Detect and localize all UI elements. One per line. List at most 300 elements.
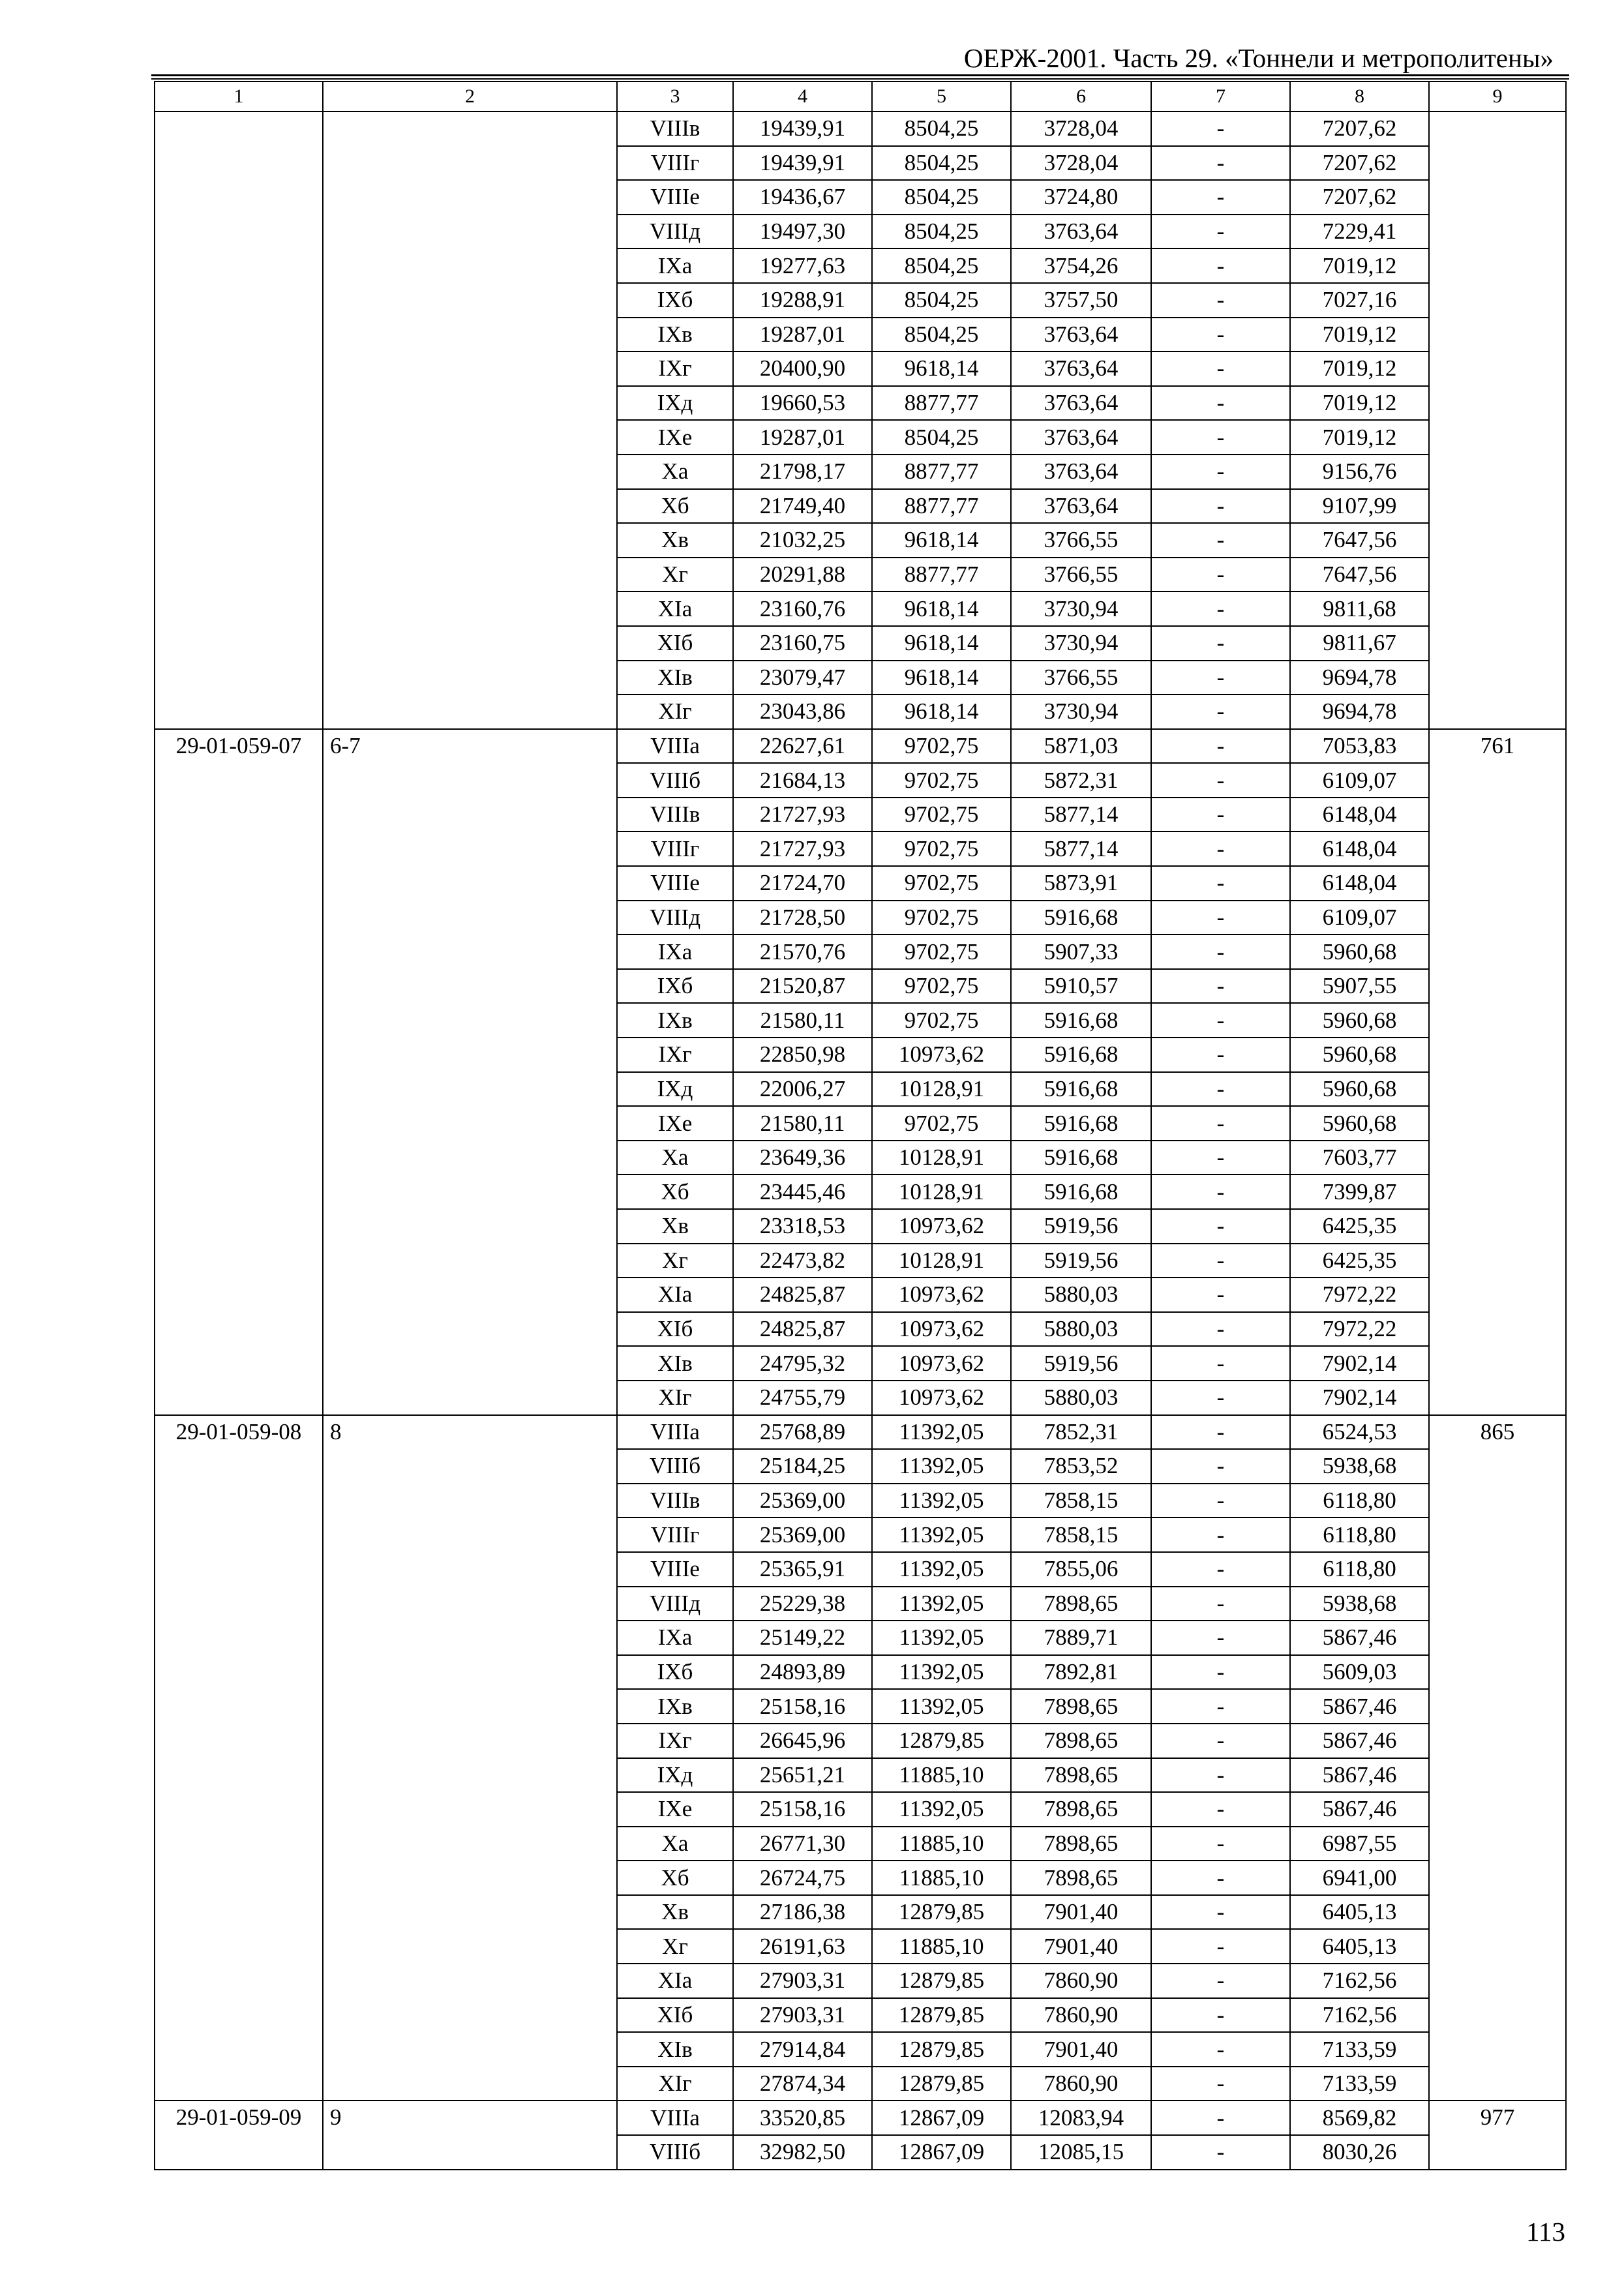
total-cost-cell: 19277,63 [733,248,872,283]
column-number: 9 [1429,82,1566,112]
materials-cell: 6405,13 [1290,1895,1429,1930]
driver-wages-cell: - [1151,1003,1290,1038]
description-cell [323,112,617,729]
rate-type-cell: XIа [617,591,733,626]
driver-wages-cell: - [1151,180,1290,215]
driver-wages-cell: - [1151,626,1290,661]
driver-wages-cell: - [1151,1038,1290,1072]
total-cost-cell: 24755,79 [733,1381,872,1415]
table-row [155,2101,1566,2135]
materials-cell: 7972,22 [1290,1278,1429,1312]
rate-type-cell: IXе [617,1106,733,1141]
wages-cell: 12867,09 [872,2101,1011,2135]
machine-cost-cell: 3730,94 [1011,626,1151,661]
wages-cell: 8504,25 [872,180,1011,215]
machine-cost-cell: 5880,03 [1011,1278,1151,1312]
machine-cost-cell: 5919,56 [1011,1209,1151,1244]
total-cost-cell: 19439,91 [733,112,872,146]
wages-cell: 9702,75 [872,935,1011,969]
driver-wages-cell: - [1151,1072,1290,1107]
rate-type-cell: Xг [617,558,733,592]
mass-cell: 977 [1429,2101,1566,2169]
machine-cost-cell: 7853,52 [1011,1449,1151,1484]
driver-wages-cell: - [1151,146,1290,181]
wages-cell: 9702,75 [872,729,1011,764]
rate-type-cell: VIIIв [617,112,733,146]
total-cost-cell: 23160,75 [733,626,872,661]
total-cost-cell: 25158,16 [733,1792,872,1827]
driver-wages-cell: - [1151,866,1290,901]
rate-type-cell: Xг [617,1244,733,1278]
driver-wages-cell: - [1151,1381,1290,1415]
rate-type-cell: IXг [617,1724,733,1758]
materials-cell: 9107,99 [1290,489,1429,524]
rate-type-cell: VIIIа [617,729,733,764]
total-cost-cell: 27186,38 [733,1895,872,1930]
wages-cell: 11392,05 [872,1449,1011,1484]
materials-cell: 6109,07 [1290,901,1429,935]
rate-type-cell: XIа [617,1964,733,1998]
driver-wages-cell: - [1151,1929,1290,1964]
machine-cost-cell: 7898,65 [1011,1827,1151,1861]
wages-cell: 9702,75 [872,798,1011,832]
wages-cell: 11885,10 [872,1861,1011,1895]
rate-type-cell: IXе [617,420,733,455]
machine-cost-cell: 3728,04 [1011,146,1151,181]
materials-cell: 7229,41 [1290,215,1429,249]
wages-cell: 8504,25 [872,146,1011,181]
driver-wages-cell: - [1151,1827,1290,1861]
total-cost-cell: 21727,93 [733,831,872,866]
rate-type-cell: IXе [617,1792,733,1827]
machine-cost-cell: 5916,68 [1011,1038,1151,1072]
rate-type-cell: IXд [617,386,733,421]
rate-type-cell: IXв [617,1689,733,1724]
machine-cost-cell: 7898,65 [1011,1758,1151,1793]
wages-cell: 8877,77 [872,558,1011,592]
total-cost-cell: 21580,11 [733,1003,872,1038]
wages-cell: 10128,91 [872,1244,1011,1278]
wages-cell: 12879,85 [872,1895,1011,1930]
machine-cost-cell: 7860,90 [1011,2067,1151,2101]
materials-cell: 6148,04 [1290,866,1429,901]
rate-type-cell: XIв [617,661,733,695]
table-row [155,112,1566,146]
rate-type-cell: VIIIд [617,215,733,249]
wages-cell: 11392,05 [872,1689,1011,1724]
wages-cell: 9618,14 [872,523,1011,558]
wages-cell: 12879,85 [872,1724,1011,1758]
wages-cell: 9618,14 [872,695,1011,729]
materials-cell: 7053,83 [1290,729,1429,764]
rate-type-cell: IXа [617,935,733,969]
wages-cell: 10973,62 [872,1278,1011,1312]
materials-cell: 7207,62 [1290,112,1429,146]
driver-wages-cell: - [1151,1655,1290,1690]
machine-cost-cell: 7901,40 [1011,2032,1151,2067]
rate-type-cell: IXа [617,248,733,283]
driver-wages-cell: - [1151,1792,1290,1827]
driver-wages-cell: - [1151,112,1290,146]
machine-cost-cell: 12083,94 [1011,2101,1151,2135]
rate-type-cell: Xб [617,1174,733,1209]
rate-type-cell: IXг [617,352,733,386]
header-rule-thin [151,78,1569,80]
wages-cell: 8504,25 [872,248,1011,283]
materials-cell: 6118,80 [1290,1518,1429,1552]
table-row [155,729,1566,764]
total-cost-cell: 27903,31 [733,1998,872,2033]
wages-cell: 11392,05 [872,1655,1011,1690]
driver-wages-cell: - [1151,248,1290,283]
materials-cell: 9811,67 [1290,626,1429,661]
driver-wages-cell: - [1151,1449,1290,1484]
total-cost-cell: 21798,17 [733,455,872,489]
materials-cell: 5960,68 [1290,1106,1429,1141]
wages-cell: 9618,14 [872,661,1011,695]
column-number-row [155,82,1566,112]
driver-wages-cell: - [1151,215,1290,249]
rate-code-cell [155,112,323,729]
machine-cost-cell: 3766,55 [1011,558,1151,592]
materials-cell: 5960,68 [1290,1003,1429,1038]
total-cost-cell: 24825,87 [733,1312,872,1347]
driver-wages-cell: - [1151,523,1290,558]
machine-cost-cell: 5919,56 [1011,1244,1151,1278]
rate-type-cell: Xв [617,1895,733,1930]
materials-cell: 9694,78 [1290,661,1429,695]
wages-cell: 11885,10 [872,1827,1011,1861]
wages-cell: 8504,25 [872,112,1011,146]
description-cell: 9 [323,2101,617,2169]
rate-type-cell: VIIIв [617,798,733,832]
driver-wages-cell: - [1151,1278,1290,1312]
machine-cost-cell: 3730,94 [1011,591,1151,626]
wages-cell: 12867,09 [872,2135,1011,2170]
materials-cell: 5907,55 [1290,969,1429,1004]
driver-wages-cell: - [1151,2067,1290,2101]
machine-cost-cell: 5916,68 [1011,1003,1151,1038]
rate-type-cell: XIв [617,1346,733,1381]
rate-type-cell: XIб [617,1312,733,1347]
total-cost-cell: 22850,98 [733,1038,872,1072]
wages-cell: 11392,05 [872,1518,1011,1552]
materials-cell: 7019,12 [1290,386,1429,421]
wages-cell: 11392,05 [872,1552,1011,1587]
materials-cell: 7902,14 [1290,1381,1429,1415]
machine-cost-cell: 3763,64 [1011,386,1151,421]
wages-cell: 11392,05 [872,1792,1011,1827]
wages-cell: 9702,75 [872,831,1011,866]
driver-wages-cell: - [1151,2101,1290,2135]
rate-type-cell: IXб [617,1655,733,1690]
materials-cell: 6941,00 [1290,1861,1429,1895]
materials-cell: 7019,12 [1290,248,1429,283]
rate-code-cell: 29-01-059-08 [155,1415,323,2101]
wages-cell: 10973,62 [872,1381,1011,1415]
machine-cost-cell: 7860,90 [1011,1998,1151,2033]
total-cost-cell: 23318,53 [733,1209,872,1244]
wages-cell: 12879,85 [872,1964,1011,1998]
machine-cost-cell: 7901,40 [1011,1895,1151,1930]
total-cost-cell: 26724,75 [733,1861,872,1895]
machine-cost-cell: 7889,71 [1011,1621,1151,1655]
materials-cell: 5938,68 [1290,1587,1429,1621]
driver-wages-cell: - [1151,1415,1290,1450]
driver-wages-cell: - [1151,729,1290,764]
total-cost-cell: 23649,36 [733,1141,872,1175]
wages-cell: 9702,75 [872,763,1011,798]
total-cost-cell: 19288,91 [733,283,872,318]
total-cost-cell: 27903,31 [733,1964,872,1998]
wages-cell: 8504,25 [872,318,1011,352]
materials-cell: 5938,68 [1290,1449,1429,1484]
wages-cell: 11392,05 [872,1621,1011,1655]
machine-cost-cell: 7898,65 [1011,1861,1151,1895]
machine-cost-cell: 5910,57 [1011,969,1151,1004]
wages-cell: 11392,05 [872,1587,1011,1621]
total-cost-cell: 19439,91 [733,146,872,181]
wages-cell: 9702,75 [872,969,1011,1004]
machine-cost-cell: 3754,26 [1011,248,1151,283]
driver-wages-cell: - [1151,1552,1290,1587]
mass-cell [1429,112,1566,729]
description-cell: 8 [323,1415,617,2101]
materials-cell: 7207,62 [1290,180,1429,215]
total-cost-cell: 21032,25 [733,523,872,558]
materials-cell: 6148,04 [1290,798,1429,832]
rate-type-cell: VIIIв [617,1484,733,1518]
machine-cost-cell: 3766,55 [1011,661,1151,695]
total-cost-cell: 24893,89 [733,1655,872,1690]
wages-cell: 10973,62 [872,1209,1011,1244]
column-number: 3 [617,82,733,112]
materials-cell: 6405,13 [1290,1929,1429,1964]
wages-cell: 9702,75 [872,1106,1011,1141]
machine-cost-cell: 3730,94 [1011,695,1151,729]
rate-type-cell: IXб [617,283,733,318]
materials-cell: 6148,04 [1290,831,1429,866]
materials-cell: 7162,56 [1290,1998,1429,2033]
total-cost-cell: 21520,87 [733,969,872,1004]
driver-wages-cell: - [1151,1518,1290,1552]
rate-type-cell: XIг [617,695,733,729]
machine-cost-cell: 3763,64 [1011,489,1151,524]
rate-type-cell: XIб [617,1998,733,2033]
rate-type-cell: Xа [617,1827,733,1861]
materials-cell: 7133,59 [1290,2067,1429,2101]
driver-wages-cell: - [1151,661,1290,695]
rate-type-cell: XIг [617,1381,733,1415]
driver-wages-cell: - [1151,1621,1290,1655]
mass-cell: 761 [1429,729,1566,1415]
rate-type-cell: Xв [617,523,733,558]
materials-cell: 7972,22 [1290,1312,1429,1347]
wages-cell: 9618,14 [872,352,1011,386]
rate-type-cell: Xа [617,455,733,489]
wages-cell: 8504,25 [872,215,1011,249]
wages-cell: 10973,62 [872,1346,1011,1381]
materials-cell: 6425,35 [1290,1244,1429,1278]
machine-cost-cell: 5877,14 [1011,831,1151,866]
rate-type-cell: Xа [617,1141,733,1175]
wages-cell: 8504,25 [872,283,1011,318]
machine-cost-cell: 3766,55 [1011,523,1151,558]
materials-cell: 7902,14 [1290,1346,1429,1381]
materials-cell: 6109,07 [1290,763,1429,798]
machine-cost-cell: 5880,03 [1011,1381,1151,1415]
wages-cell: 9618,14 [872,626,1011,661]
machine-cost-cell: 3763,64 [1011,352,1151,386]
rate-type-cell: VIIIб [617,1449,733,1484]
wages-cell: 9702,75 [872,1003,1011,1038]
machine-cost-cell: 7898,65 [1011,1792,1151,1827]
total-cost-cell: 19287,01 [733,318,872,352]
machine-cost-cell: 5873,91 [1011,866,1151,901]
materials-cell: 7603,77 [1290,1141,1429,1175]
wages-cell: 12879,85 [872,2067,1011,2101]
machine-cost-cell: 5916,68 [1011,1141,1151,1175]
wages-cell: 11392,05 [872,1415,1011,1450]
total-cost-cell: 19436,67 [733,180,872,215]
materials-cell: 6118,80 [1290,1552,1429,1587]
driver-wages-cell: - [1151,352,1290,386]
rate-type-cell: IXв [617,318,733,352]
rate-type-cell: VIIIа [617,1415,733,1450]
total-cost-cell: 19287,01 [733,420,872,455]
rate-type-cell: Xб [617,489,733,524]
driver-wages-cell: - [1151,1484,1290,1518]
materials-cell: 7647,56 [1290,523,1429,558]
driver-wages-cell: - [1151,386,1290,421]
total-cost-cell: 26191,63 [733,1929,872,1964]
materials-cell: 7207,62 [1290,146,1429,181]
machine-cost-cell: 7901,40 [1011,1929,1151,1964]
driver-wages-cell: - [1151,2135,1290,2170]
wages-cell: 11885,10 [872,1758,1011,1793]
driver-wages-cell: - [1151,1895,1290,1930]
total-cost-cell: 24825,87 [733,1278,872,1312]
total-cost-cell: 25149,22 [733,1621,872,1655]
wages-cell: 9618,14 [872,591,1011,626]
machine-cost-cell: 12085,15 [1011,2135,1151,2170]
driver-wages-cell: - [1151,1106,1290,1141]
materials-cell: 9694,78 [1290,695,1429,729]
rate-type-cell: IXд [617,1758,733,1793]
column-number: 1 [155,82,323,112]
total-cost-cell: 21570,76 [733,935,872,969]
total-cost-cell: 22006,27 [733,1072,872,1107]
materials-cell: 5609,03 [1290,1655,1429,1690]
machine-cost-cell: 3763,64 [1011,420,1151,455]
driver-wages-cell: - [1151,1141,1290,1175]
materials-cell: 5960,68 [1290,935,1429,969]
total-cost-cell: 23160,76 [733,591,872,626]
total-cost-cell: 21724,70 [733,866,872,901]
rate-type-cell: VIIIб [617,2135,733,2170]
column-number: 5 [872,82,1011,112]
total-cost-cell: 27914,84 [733,2032,872,2067]
total-cost-cell: 23043,86 [733,695,872,729]
driver-wages-cell: - [1151,318,1290,352]
driver-wages-cell: - [1151,1587,1290,1621]
machine-cost-cell: 7898,65 [1011,1689,1151,1724]
machine-cost-cell: 7892,81 [1011,1655,1151,1690]
driver-wages-cell: - [1151,1689,1290,1724]
machine-cost-cell: 3757,50 [1011,283,1151,318]
materials-cell: 7162,56 [1290,1964,1429,1998]
machine-cost-cell: 3728,04 [1011,112,1151,146]
total-cost-cell: 25369,00 [733,1484,872,1518]
page-number: 113 [1526,2217,1565,2247]
driver-wages-cell: - [1151,283,1290,318]
total-cost-cell: 23445,46 [733,1174,872,1209]
materials-cell: 7399,87 [1290,1174,1429,1209]
rate-type-cell: Xб [617,1861,733,1895]
total-cost-cell: 26771,30 [733,1827,872,1861]
rate-type-cell: VIIIг [617,831,733,866]
rate-code-cell: 29-01-059-07 [155,729,323,1415]
driver-wages-cell: - [1151,1964,1290,1998]
machine-cost-cell: 5916,68 [1011,901,1151,935]
column-number: 2 [323,82,617,112]
machine-cost-cell: 5919,56 [1011,1346,1151,1381]
driver-wages-cell: - [1151,969,1290,1004]
total-cost-cell: 26645,96 [733,1724,872,1758]
total-cost-cell: 32982,50 [733,2135,872,2170]
driver-wages-cell: - [1151,1174,1290,1209]
machine-cost-cell: 5907,33 [1011,935,1151,969]
rate-type-cell: VIIIа [617,2101,733,2135]
machine-cost-cell: 5877,14 [1011,798,1151,832]
total-cost-cell: 27874,34 [733,2067,872,2101]
rate-type-cell: XIа [617,1278,733,1312]
machine-cost-cell: 7898,65 [1011,1724,1151,1758]
rate-type-cell: VIIIб [617,763,733,798]
materials-cell: 6118,80 [1290,1484,1429,1518]
rate-type-cell: Xв [617,1209,733,1244]
rate-type-cell: VIIIе [617,866,733,901]
machine-cost-cell: 7855,06 [1011,1552,1151,1587]
rate-type-cell: IXб [617,969,733,1004]
page-header: ОЕРЖ-2001. Часть 29. «Тоннели и метрополитены» [963,43,1554,73]
wages-cell: 9702,75 [872,866,1011,901]
materials-cell: 5867,46 [1290,1792,1429,1827]
table-row [155,1415,1566,1450]
machine-cost-cell: 7858,15 [1011,1484,1151,1518]
machine-cost-cell: 3763,64 [1011,215,1151,249]
total-cost-cell: 19660,53 [733,386,872,421]
materials-cell: 5867,46 [1290,1758,1429,1793]
total-cost-cell: 25229,38 [733,1587,872,1621]
driver-wages-cell: - [1151,1724,1290,1758]
total-cost-cell: 20400,90 [733,352,872,386]
total-cost-cell: 25369,00 [733,1518,872,1552]
total-cost-cell: 23079,47 [733,661,872,695]
mass-cell: 865 [1429,1415,1566,2101]
rate-type-cell: XIг [617,2067,733,2101]
machine-cost-cell: 5872,31 [1011,763,1151,798]
total-cost-cell: 25158,16 [733,1689,872,1724]
materials-cell: 5867,46 [1290,1689,1429,1724]
rate-type-cell: IXд [617,1072,733,1107]
total-cost-cell: 21749,40 [733,489,872,524]
wages-cell: 10128,91 [872,1141,1011,1175]
driver-wages-cell: - [1151,1346,1290,1381]
wages-cell: 12879,85 [872,1998,1011,2033]
machine-cost-cell: 7898,65 [1011,1587,1151,1621]
machine-cost-cell: 3724,80 [1011,180,1151,215]
